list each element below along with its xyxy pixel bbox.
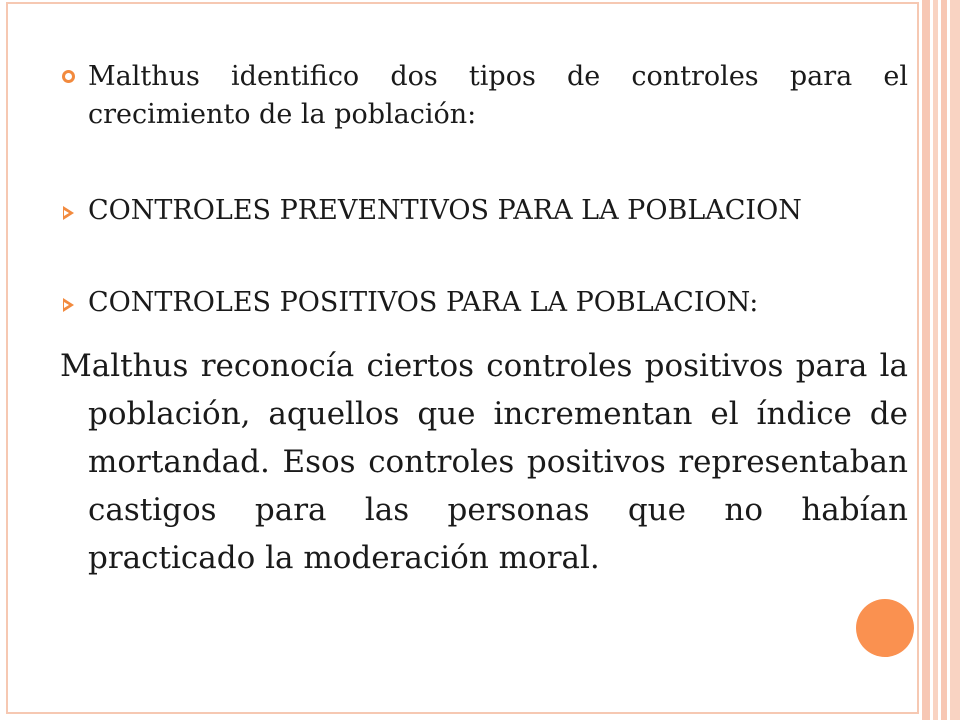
bullet-item <box>60 192 908 230</box>
stripe <box>933 0 938 720</box>
intro-item <box>60 58 908 134</box>
bullet-item <box>60 284 908 322</box>
arrow-bullet-icon <box>63 206 74 220</box>
body-paragraph: Malthus reconocía ciertos controles positivos para la población, aquellos que incrementan el índice de mortandad. Esos controles positivos representaban castigos para las personas que no habían practicado la moderación moral. <box>60 348 908 576</box>
stripe <box>950 0 960 720</box>
bullet-text: CONTROLES PREVENTIVOS PARA LA POBLACION <box>88 195 802 226</box>
stripe <box>941 0 947 720</box>
bullet-text: CONTROLES POSITIVOS PARA LA POBLACION: <box>88 287 759 318</box>
arrow-bullet-icon <box>63 298 74 312</box>
decorative-circle <box>856 599 914 657</box>
decorative-stripes <box>922 0 960 720</box>
stripe <box>922 0 930 720</box>
circle-bullet-icon <box>62 70 75 83</box>
slide-content <box>60 58 908 582</box>
intro-text: Malthus identifico dos tipos de controles para el crecimiento de la población: <box>88 61 908 130</box>
